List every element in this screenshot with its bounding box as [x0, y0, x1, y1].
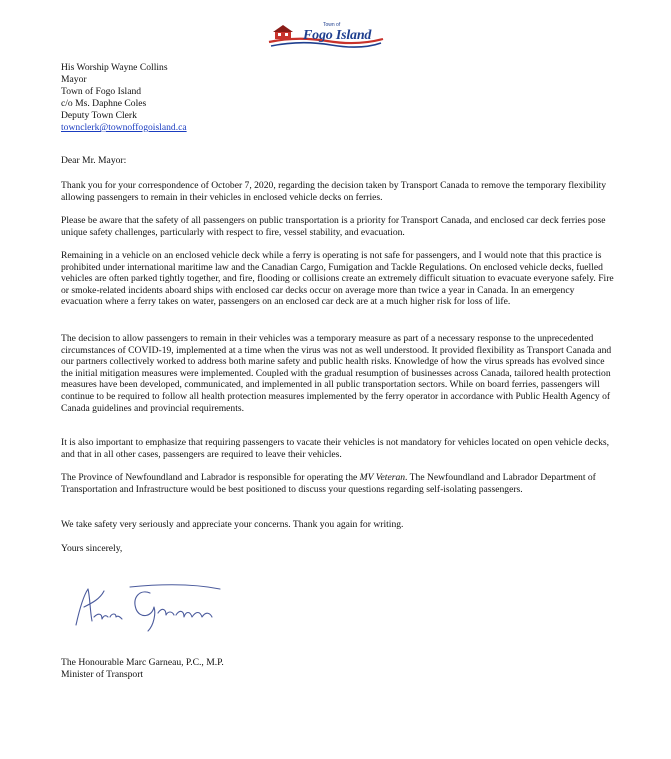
- paragraph-1: [61, 180, 618, 203]
- paragraph-text: Thank you for your correspondence of October 7, 2020, regarding the decision taken by Transport Canada to remove the temporary flexibility allowing passengers to remain in their vehicles in enclosed vehicle decks on ferries.: [61, 180, 607, 203]
- paragraph-4: [61, 333, 618, 414]
- paragraph-text: [61, 472, 618, 495]
- signatory-title: Minister of Transport: [61, 669, 144, 680]
- logo-wordmark: Fogo Island: [303, 28, 372, 43]
- recipient-care-of: c/o Ms. Daphne Coles: [61, 98, 147, 109]
- recipient-organization: Town of Fogo Island: [61, 86, 142, 97]
- paragraph-text: Please be aware that the safety of all passengers on public transportation is a priority for Transport Canada, and enclosed car deck ferries pose unique safety challenges, particularly with respect to fire, vessel stability, and evacuation.: [61, 215, 606, 238]
- signatory-name: The Honourable Marc Garneau, P.C., M.P.: [61, 657, 224, 668]
- paragraph-6: [61, 472, 618, 495]
- paragraph-5: [61, 437, 618, 460]
- paragraph-3: [61, 250, 618, 308]
- recipient-email-link[interactable]: townclerk@townoffogoisland.ca: [61, 122, 187, 133]
- signature: [70, 577, 230, 635]
- salutation-text: Dear Mr. Mayor:: [61, 155, 127, 166]
- recipient-name: His Worship Wayne Collins: [61, 62, 168, 73]
- salutation: [61, 155, 618, 167]
- paragraph-6-before: The Province of Newfoundland and Labrador is responsible for operating the: [61, 472, 360, 483]
- paragraph-6-after: . The Newfoundland and Labrador Department of Transportation and Infrastructure would be best positioned to discuss your questions regarding self-isolating passengers.: [61, 472, 596, 495]
- paragraph-2: [61, 215, 618, 238]
- closing-text: Yours sincerely,: [61, 543, 123, 554]
- logo-small-text: Town of: [323, 22, 341, 28]
- signature-image: [70, 577, 230, 635]
- signatory-block: [61, 657, 224, 681]
- paragraph-text: We take safety very seriously and appreciate your concerns. Thank you again for writing.: [61, 519, 404, 530]
- paragraph-text: The decision to allow passengers to remain in their vehicles was a temporary measure as part of a necessary response to the unprecedented circumstances of COVID-19, implemented at a time when the virus was not as well understood. It provided flexibility as Transport Canada and our partners collectively worked to address both marine safety and public health risks. Knowledge of how the virus spreads has evolved since the initial mitigation measures were implemented. Coupled with the gradual resumption of businesses across Canada, tailored health protection measures have been developed, communicated, and implemented in all public transportation sectors. While on board ferries, passengers will continue to be required to follow all health protection measures implemented by the ferry operator in accordance with Public Health Agency of Canada guidelines and provincial requirements.: [61, 333, 612, 414]
- recipient-role: Deputy Town Clerk: [61, 110, 137, 121]
- paragraph-7: [61, 519, 618, 531]
- paragraph-text: Remaining in a vehicle on an enclosed vehicle deck while a ferry is operating is not safe for passengers, and I would note that this practice is prohibited under international maritime law and the Canadian Cargo, Fumigation and Tackle Regulations. On enclosed vehicle decks, fuelled vehicles are often parked tightly together, and fire, flooding or collisions create an extremely difficult situation to evacuate everyone safely. Fire or smoke-related incidents aboard ships with enclosed car decks occur on average more than twice a year in Canada. In an emergency evacuation where a ferry takes on water, passengers on an enclosed car deck are at a much higher risk for loss of life.: [61, 250, 614, 308]
- recipient-address: [61, 62, 187, 134]
- closing: [61, 543, 618, 555]
- paragraph-text: It is also important to emphasize that requiring passengers to vacate their vehicles is not mandatory for vehicles located on open vehicle decks, and that in all other cases, passengers are required to leave their vehicles.: [61, 437, 610, 460]
- vessel-name: MV Veteran: [359, 472, 406, 483]
- recipient-title: Mayor: [61, 74, 87, 85]
- town-logo: [267, 22, 385, 50]
